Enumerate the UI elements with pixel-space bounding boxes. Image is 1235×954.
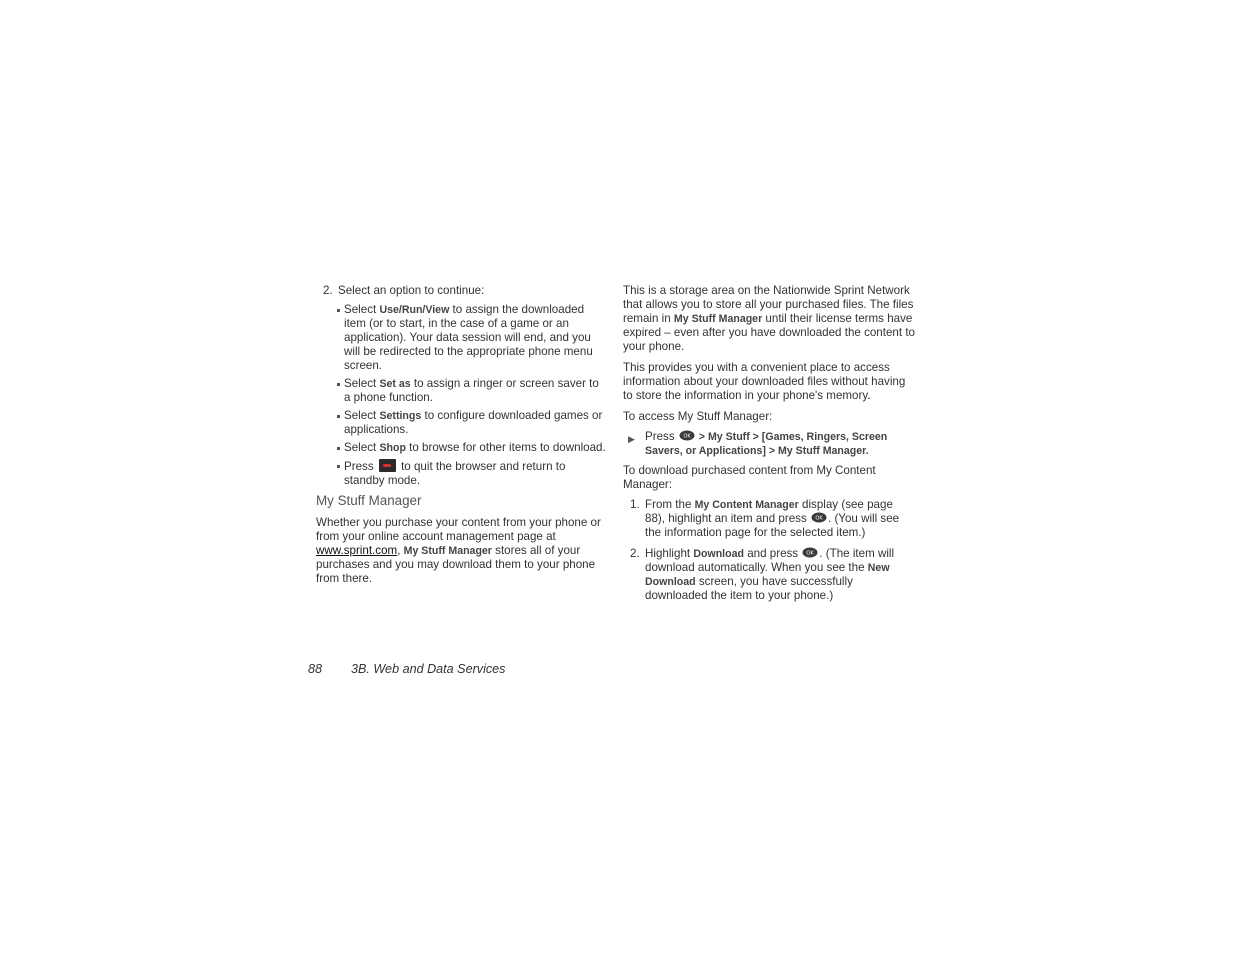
page-footer xyxy=(308,662,505,676)
download-step: 1. From the My Content Manager display (see page 88), highlight an item and press OK . (You will see the information page for the selected item.) xyxy=(630,498,900,539)
step-number: 2. xyxy=(630,547,640,560)
section-title: My Stuff Manager xyxy=(316,493,422,508)
list-item: Select Shop to browse for other items to download. xyxy=(337,441,606,455)
step-2 xyxy=(316,284,606,298)
menu-ok-key-icon xyxy=(811,512,827,523)
list-item: Select Set as to assign a ringer or screen saver to a phone function. xyxy=(337,377,606,405)
step-number: 2. xyxy=(323,284,333,297)
paragraph: To access My Stuff Manager: xyxy=(623,410,773,423)
download-step: 2. Highlight Download and press OK . (The item will download automatically. When you see the New Download screen, you have successfully downloaded the item to your phone.) xyxy=(630,547,895,602)
left-column xyxy=(316,284,606,593)
list-item: Select Use/Run/View to assign the downloaded item (or to start, in the case of a game or an application). Your data session will end, and you will be redirected to the appropriate phone menu screen. xyxy=(337,303,606,373)
bullet-square-icon xyxy=(337,383,340,386)
step-text: Select an option to continue: xyxy=(338,284,485,297)
bullet-square-icon xyxy=(337,415,340,418)
end-key-icon xyxy=(379,459,396,472)
bullet-square-icon xyxy=(337,309,340,312)
paragraph: This is a storage area on the Nationwide Sprint Network that allows you to store all your purchased files. The files remain in My Stuff Manager until their license terms have expired – even after you have downloaded the content to your phone. xyxy=(623,284,915,353)
bullet-square-icon xyxy=(337,447,340,450)
step-number: 1. xyxy=(630,498,640,511)
svg-text:OK: OK xyxy=(806,550,814,557)
press-instruction: ▶ Press OK > My Stuff > [Games, Ringers, Screen Savers, or Applications] > My Stuff Manager. xyxy=(628,430,888,457)
page-number: 88 xyxy=(308,662,323,676)
intro-paragraph: Whether you purchase your content from your phone or from your online account management page at www.sprint.com, My Stuff Manager stores all of your purchases and you may download them to your phone from there. xyxy=(316,516,601,585)
option-list xyxy=(337,303,606,488)
list-item: Select Settings to configure downloaded games or applications. xyxy=(337,409,606,437)
triangle-bullet-icon: ▶ xyxy=(628,434,635,444)
menu-ok-key-icon xyxy=(679,430,695,441)
section-name: 3B. Web and Data Services xyxy=(351,662,506,676)
menu-ok-key-icon xyxy=(802,547,818,558)
sprint-link[interactable]: www.sprint.com xyxy=(316,544,398,557)
list-item: Press to quit the browser and return to standby mode. xyxy=(337,459,606,488)
bullet-square-icon xyxy=(337,465,340,468)
svg-text:OK: OK xyxy=(683,433,691,440)
svg-text:OK: OK xyxy=(815,515,823,522)
paragraph: To download purchased content from My Content Manager: xyxy=(623,464,876,491)
paragraph: This provides you with a convenient place to access information about your downloaded files without having to store the information in your phone's memory. xyxy=(623,361,906,402)
right-column xyxy=(623,284,915,610)
